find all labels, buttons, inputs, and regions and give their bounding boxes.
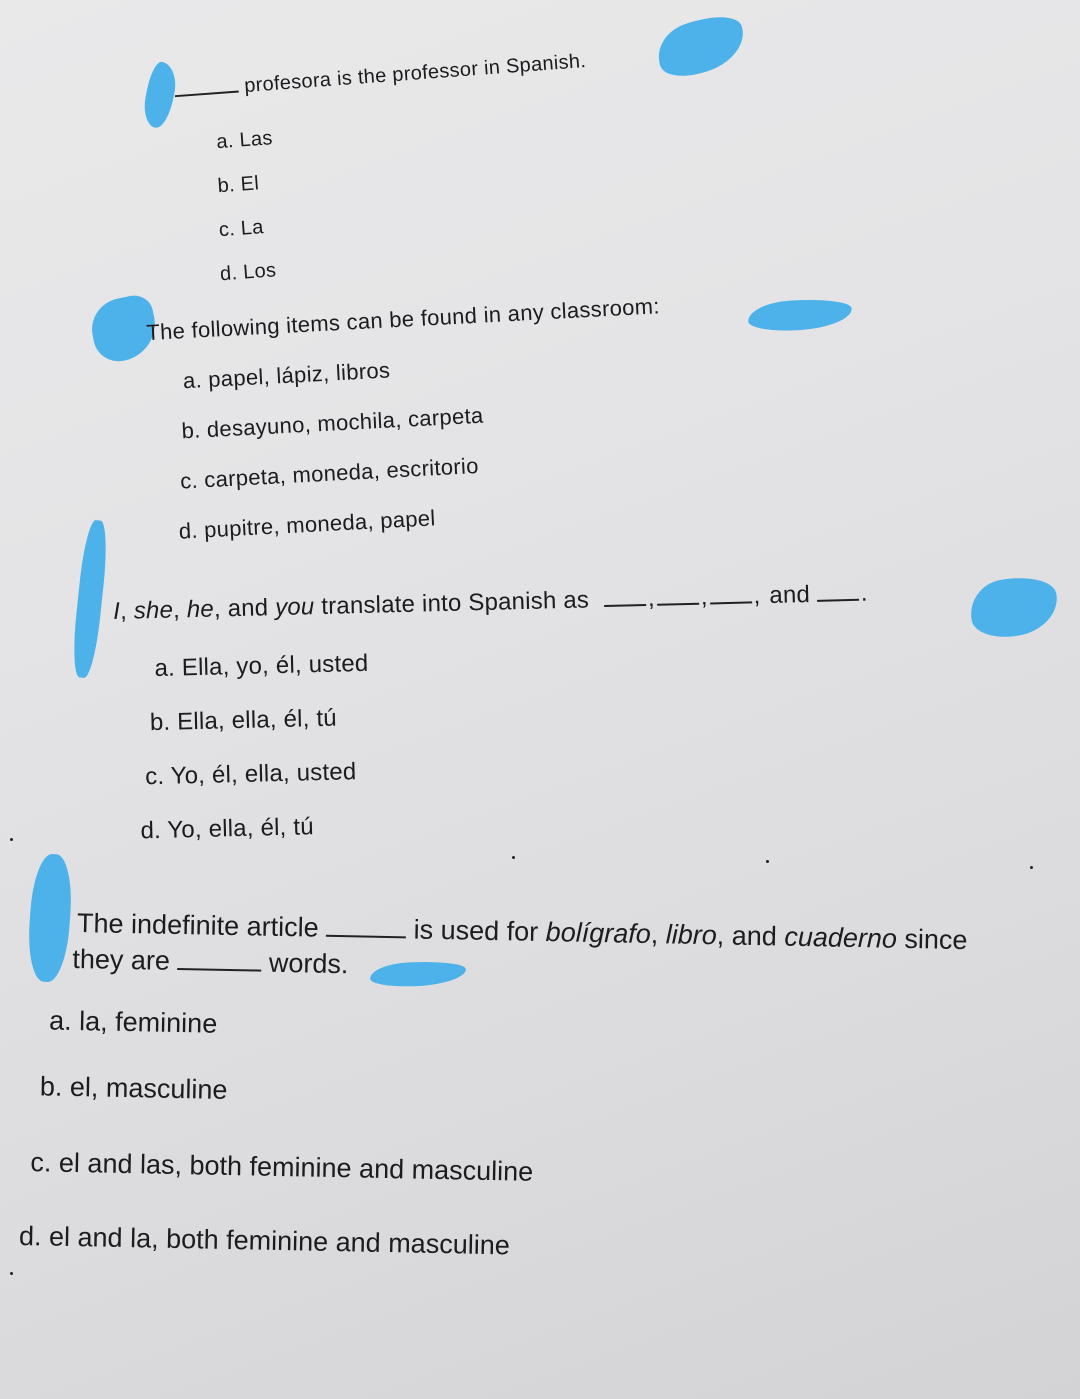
question-3-option-a[interactable]: a. Ella, yo, él, usted: [154, 649, 369, 683]
question-4-stem-line1: The indefinite article is used for bolígrafo, libro, and cuaderno since: [76, 908, 968, 956]
marker-redaction-q3-left: [70, 519, 110, 679]
pen-dot: [512, 856, 515, 859]
marker-redaction-q4-left: [26, 853, 75, 983]
question-4-option-c[interactable]: c. el and las, both feminine and masculine: [30, 1147, 534, 1187]
question-1: [171, 0, 748, 290]
answer-blank[interactable]: [604, 603, 646, 607]
question-1-stem: [174, 50, 587, 103]
question-4-option-d[interactable]: d. el and la, both feminine and masculine: [18, 1220, 511, 1261]
pen-dot: [10, 838, 13, 841]
marker-redaction-q3-right: [966, 571, 1063, 643]
question-2-stem: The following items can be found in any classroom:: [145, 293, 661, 346]
question-3-option-c[interactable]: c. Yo, él, ella, usted: [144, 758, 357, 791]
question-2-option-d[interactable]: d. pupitre, moneda, papel: [178, 505, 437, 544]
answer-blank[interactable]: [177, 967, 261, 972]
question-1-option-a[interactable]: a. Las: [215, 127, 274, 154]
question-1-option-d[interactable]: d. Los: [219, 259, 278, 286]
pen-dot: [766, 860, 769, 863]
question-1-option-c[interactable]: c. La: [218, 216, 265, 242]
answer-blank[interactable]: [710, 600, 752, 604]
question-2: [146, 289, 758, 560]
answer-blank[interactable]: [657, 602, 699, 606]
question-1-stem-text: profesora is the professor in Spanish.: [243, 50, 587, 98]
pen-dot: [1030, 866, 1033, 869]
question-4-option-b[interactable]: b. el, masculine: [39, 1071, 228, 1105]
question-4: [18, 908, 1058, 1277]
question-4-option-a[interactable]: a. la, feminine: [48, 1005, 218, 1039]
question-1-option-b[interactable]: b. El: [216, 172, 260, 198]
answer-blank[interactable]: [326, 934, 406, 939]
question-2-option-c[interactable]: c. carpeta, moneda, escritorio: [179, 452, 480, 494]
question-3-stem: I, she, he, and you translate into Spanish as , , , and .: [112, 579, 869, 626]
marker-redaction-q2-right: [747, 296, 853, 333]
answer-blank[interactable]: [175, 90, 239, 98]
pen-dot: [10, 1272, 13, 1275]
question-3: [113, 577, 979, 858]
question-2-option-a[interactable]: a. papel, lápiz, libros: [182, 357, 391, 394]
question-3-option-d[interactable]: d. Yo, ella, él, tú: [140, 813, 315, 845]
question-3-option-b[interactable]: b. Ella, ella, él, tú: [149, 704, 338, 737]
answer-blank[interactable]: [817, 598, 859, 602]
question-2-option-b[interactable]: b. desayuno, mochila, carpeta: [180, 402, 485, 444]
question-4-stem-line2: they are words.: [72, 943, 349, 980]
